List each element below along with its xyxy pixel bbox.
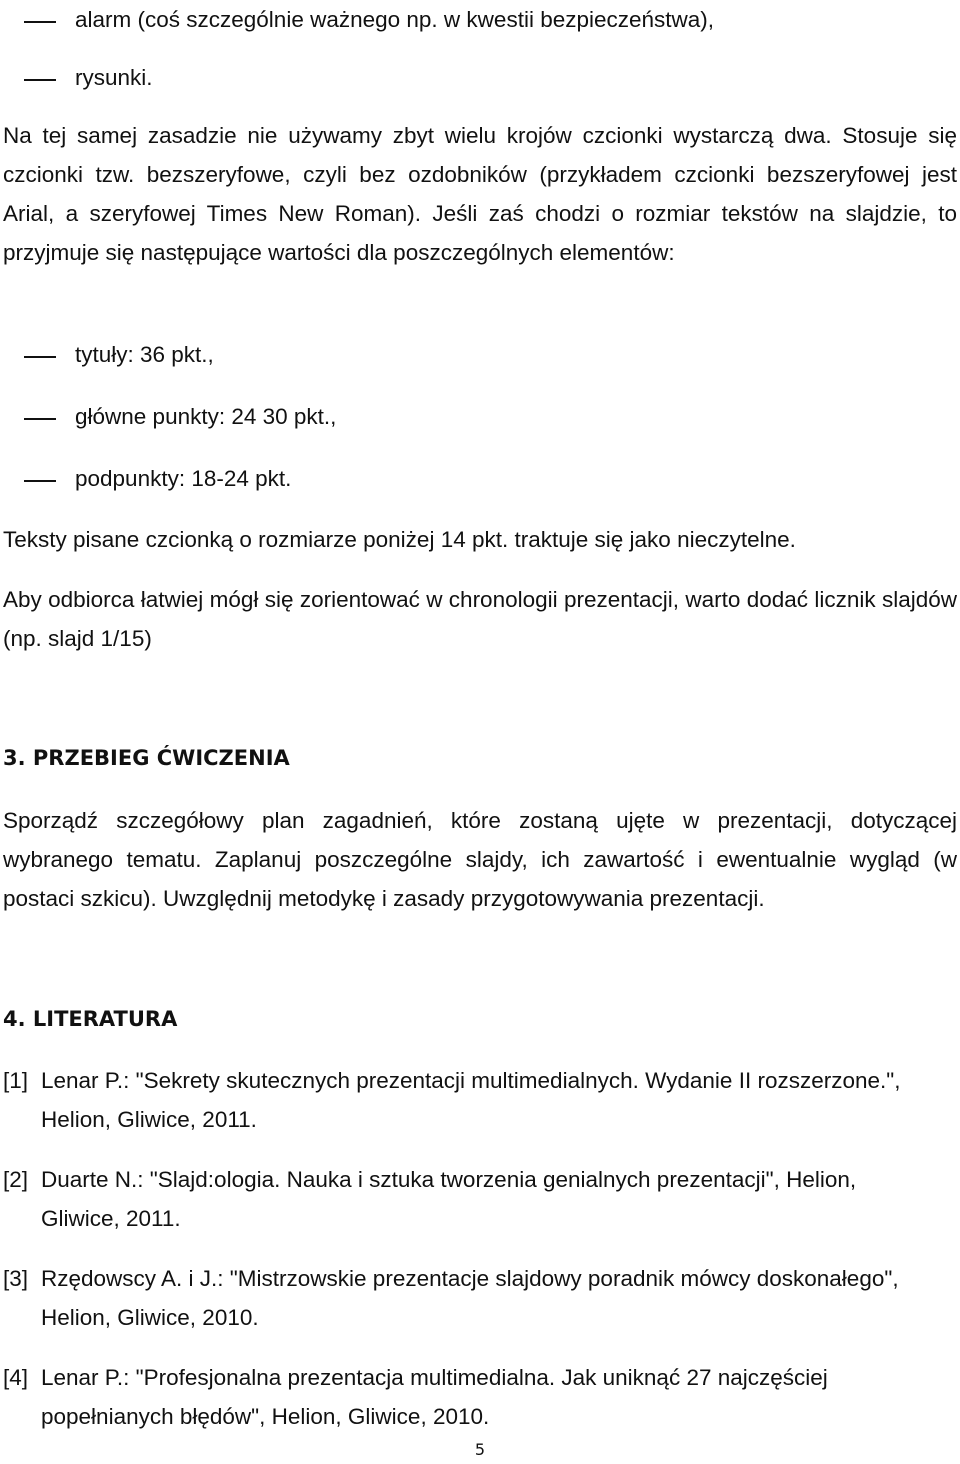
dash-bullet bbox=[24, 79, 56, 81]
dash-bullet bbox=[24, 418, 56, 420]
list-item-titles bbox=[0, 335, 960, 375]
reference-number: [1] bbox=[3, 1068, 29, 1093]
page-number: 5 bbox=[474, 1440, 486, 1459]
reference-number: [2] bbox=[3, 1167, 29, 1192]
list-item-rysunki bbox=[0, 58, 960, 98]
dash-bullet bbox=[24, 21, 56, 23]
reference-text: Rzędowscy A. i J.: "Mistrzowskie prezentacje slajdowy poradnik mówcy doskonałego", Helion, Gliwice, 2010. bbox=[41, 1266, 899, 1330]
list-item-main-points bbox=[0, 397, 960, 437]
dash-bullet bbox=[24, 356, 56, 358]
paragraph-small-text: Teksty pisane czcionką o rozmiarze poniżej 14 pkt. traktuje się jako nieczytelne. bbox=[3, 527, 796, 552]
paragraph-procedure: Sporządź szczegółowy plan zagadnień, które zostaną ujęte w prezentacji, dotyczącej wybranego tematu. Zaplanuj poszczególne slajdy, ich zawartość i ewentualnie wygląd (w postaci szkicu). Uwzględnij metodykę i zasady przygotowywania prezentacji. bbox=[3, 808, 957, 911]
paragraph-slide-counter: Aby odbiorca łatwiej mógł się zorientować w chronologii prezentacji, warto dodać licznik slajdów (np. slajd 1/15) bbox=[3, 587, 957, 651]
reference-text: Duarte N.: "Slajd:ologia. Nauka i sztuka tworzenia genialnych prezentacji", Helion, Gliwice, 2011. bbox=[41, 1167, 857, 1231]
list-item-subpoints bbox=[0, 459, 960, 499]
reference-text: Lenar P.: "Sekrety skutecznych prezentacji multimedialnych. Wydanie II rozszerzone.", Helion, Gliwice, 2011. bbox=[41, 1068, 901, 1132]
reference-number: [4] bbox=[3, 1365, 29, 1390]
dash-bullet bbox=[24, 480, 56, 482]
list-item-text: podpunkty: 18-24 pkt. bbox=[75, 466, 292, 491]
section-heading-procedure: 3. PRZEBIEG ĆWICZENIA bbox=[3, 746, 290, 770]
list-item-text: rysunki. bbox=[75, 65, 153, 90]
list-item-text: tytuły: 36 pkt., bbox=[75, 342, 214, 367]
list-item-text: główne punkty: 24 30 pkt., bbox=[75, 404, 337, 429]
paragraph-fonts: Na tej samej zasadzie nie używamy zbyt wielu krojów czcionki wystarczą dwa. Stosuje się czcionki tzw. bezszeryfowe, czyli bez ozdobników (przykładem czcionki bezszeryfowej jest Arial, a szeryfowej Times New Roman). Jeśli zaś chodzi o rozmiar tekstów na slajdzie, to przyjmuje się następujące wartości dla poszczególnych elementów: bbox=[3, 123, 957, 265]
reference-text: Lenar P.: "Profesjonalna prezentacja multimedialna. Jak uniknąć 27 najczęściej popełnianych błędów", Helion, Gliwice, 2010. bbox=[41, 1365, 828, 1429]
reference-number: [3] bbox=[3, 1266, 29, 1291]
list-item-alarm bbox=[0, 0, 960, 40]
section-heading-literature: 4. LITERATURA bbox=[3, 1007, 178, 1031]
list-item-text: alarm (coś szczególnie ważnego np. w kwestii bezpieczeństwa), bbox=[75, 7, 715, 32]
